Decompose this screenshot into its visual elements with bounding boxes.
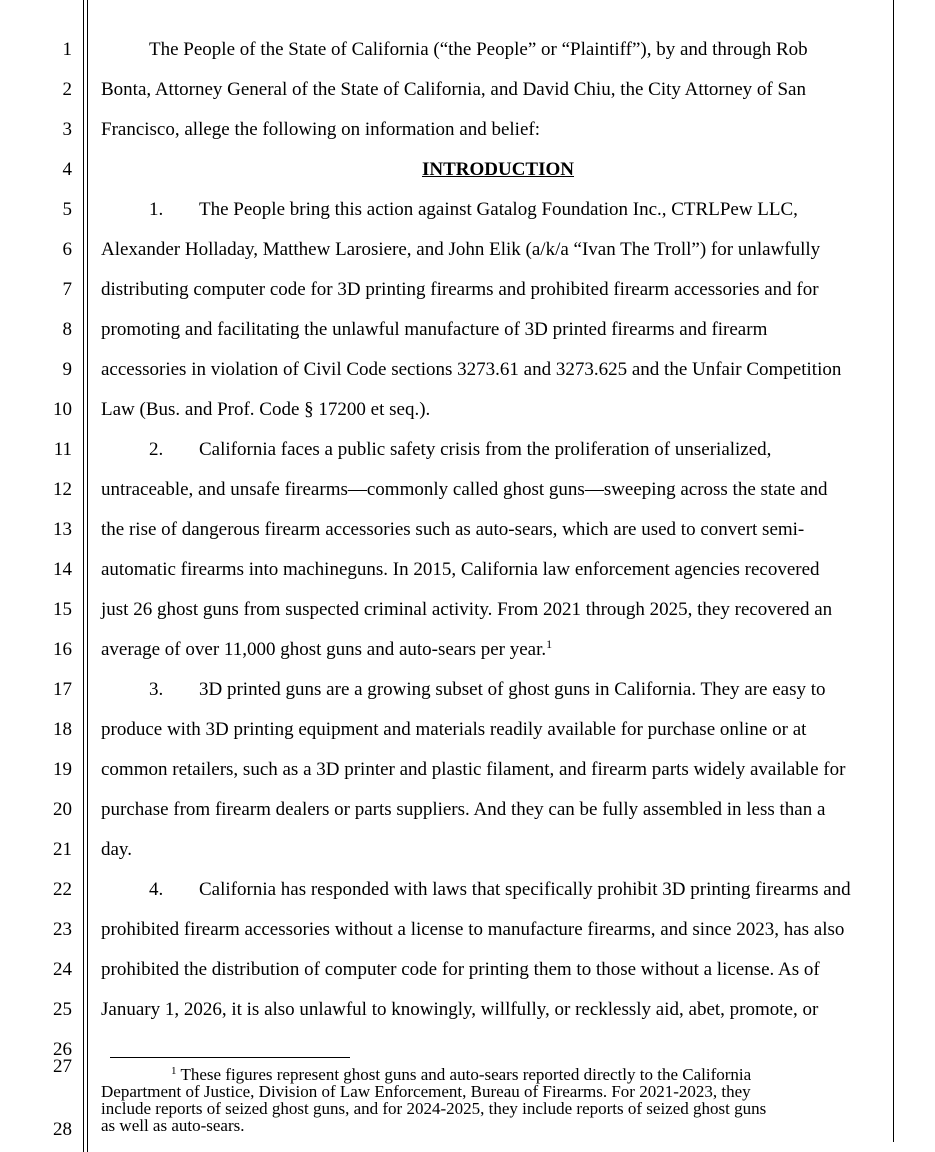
text-line-with-footnote [101, 637, 891, 660]
text-line: prohibited firearm accessories without a license to manufacture firearms, and since 2023, has also [101, 919, 845, 940]
paragraph-number: 3. [149, 679, 164, 700]
text-line: Alexander Holladay, Matthew Larosiere, and John Elik (a/k/a “Ivan The Troll”) for unlawfully [101, 239, 821, 260]
footnote-reference[interactable]: 1 [546, 637, 553, 651]
paragraph-1-first-line [101, 200, 935, 220]
text-line: average of over 11,000 ghost guns and auto-sears per year. [101, 639, 547, 660]
text-line: common retailers, such as a 3D printer and plastic filament, and firearm parts widely available for [101, 759, 846, 780]
line-number: 10 [53, 399, 72, 420]
text-line: January 1, 2026, it is also unlawful to knowingly, willfully, or recklessly aid, abet, promote, or [101, 999, 819, 1020]
text-line: accessories in violation of Civil Code sections 3273.61 and 3273.625 and the Unfair Competition [101, 359, 842, 380]
line-number: 26 [53, 1039, 72, 1060]
text-line: 3D printed guns are a growing subset of ghost guns in California. They are easy to [199, 679, 826, 700]
line-number: 7 [62, 279, 72, 300]
line-number: 28 [53, 1119, 72, 1140]
footnote-line: include reports of seized ghost guns, and for 2024-2025, they include reports of seized ghost guns [101, 1099, 767, 1118]
line-number: 13 [53, 519, 72, 540]
left-margin-double-rule-outer [83, 0, 84, 1152]
line-number: 20 [53, 799, 72, 820]
line-number: 6 [62, 239, 72, 260]
text-line: California has responded with laws that specifically prohibit 3D printing firearms and [199, 879, 851, 900]
footnote [101, 1066, 891, 1134]
line-number: 16 [53, 639, 72, 660]
line-number: 24 [53, 959, 72, 980]
paragraph-4-first-line [101, 880, 935, 900]
line-number: 15 [53, 599, 72, 620]
text-line: promoting and facilitating the unlawful manufacture of 3D printed firearms and firearm [101, 319, 768, 340]
paragraph-number: 2. [149, 439, 164, 460]
footnote-marker: 1 [171, 1065, 177, 1077]
text-line: purchase from firearm dealers or parts suppliers. And they can be fully assembled in less than a [101, 799, 826, 820]
paragraph-number: 1. [149, 199, 164, 220]
line-number: 1 [62, 39, 72, 60]
line-number: 14 [53, 559, 72, 580]
text-line: the rise of dangerous firearm accessories such as auto-sears, which are used to convert semi- [101, 519, 805, 540]
text-line: Francisco, allege the following on information and belief: [101, 119, 540, 140]
footnote-line: as well as auto-sears. [101, 1116, 245, 1135]
text-line: Law (Bus. and Prof. Code § 17200 et seq.). [101, 399, 431, 420]
text-line: automatic firearms into machineguns. In 2015, California law enforcement agencies recovered [101, 559, 820, 580]
text-line: distributing computer code for 3D printing firearms and prohibited firearm accessories and for [101, 279, 819, 300]
text-line: day. [101, 839, 132, 860]
paragraph-3-first-line [101, 680, 935, 700]
text-line: produce with 3D printing equipment and materials readily available for purchase online or at [101, 719, 807, 740]
section-heading-introduction: INTRODUCTION [421, 159, 575, 180]
left-margin-double-rule-inner [87, 0, 88, 1152]
line-number: 23 [53, 919, 72, 940]
footnote-separator [110, 1057, 350, 1058]
text-line: California faces a public safety crisis from the proliferation of unserialized, [199, 439, 772, 460]
line-number: 2 [62, 79, 72, 100]
footnote-line: Department of Justice, Division of Law Enforcement, Bureau of Firearms. For 2021-2023, they [101, 1082, 751, 1101]
line-number: 4 [62, 159, 72, 180]
paragraph-number: 4. [149, 879, 164, 900]
text-line: untraceable, and unsafe firearms—commonly called ghost guns—sweeping across the state and [101, 479, 828, 500]
text-line: The People bring this action against Gatalog Foundation Inc., CTRLPew LLC, [199, 199, 798, 220]
line-number: 3 [62, 119, 72, 140]
paragraph-2-first-line [101, 440, 935, 460]
footnote-line [101, 1066, 891, 1083]
line-number: 11 [53, 439, 72, 460]
line-number: 18 [53, 719, 72, 740]
text-line: The People of the State of California (“the People” or “Plaintiff”), by and through Rob [149, 39, 808, 60]
text-line: Bonta, Attorney General of the State of California, and David Chiu, the City Attorney of San [101, 79, 806, 100]
line-number: 9 [62, 359, 72, 380]
text-line: just 26 ghost guns from suspected criminal activity. From 2021 through 2025, they recovered an [101, 599, 833, 620]
line-number: 22 [53, 879, 72, 900]
line-number: 8 [62, 319, 72, 340]
text-line: prohibited the distribution of computer code for printing them to those without a license. As of [101, 959, 820, 980]
line-number: 21 [53, 839, 72, 860]
line-number: 19 [53, 759, 72, 780]
line-number: 12 [53, 479, 72, 500]
footnote-text: These figures represent ghost guns and auto-sears reported directly to the California [180, 1065, 752, 1084]
line-number: 25 [53, 999, 72, 1020]
line-number: 17 [53, 679, 72, 700]
line-number: 5 [62, 199, 72, 220]
line-number: 27 [53, 1056, 72, 1077]
